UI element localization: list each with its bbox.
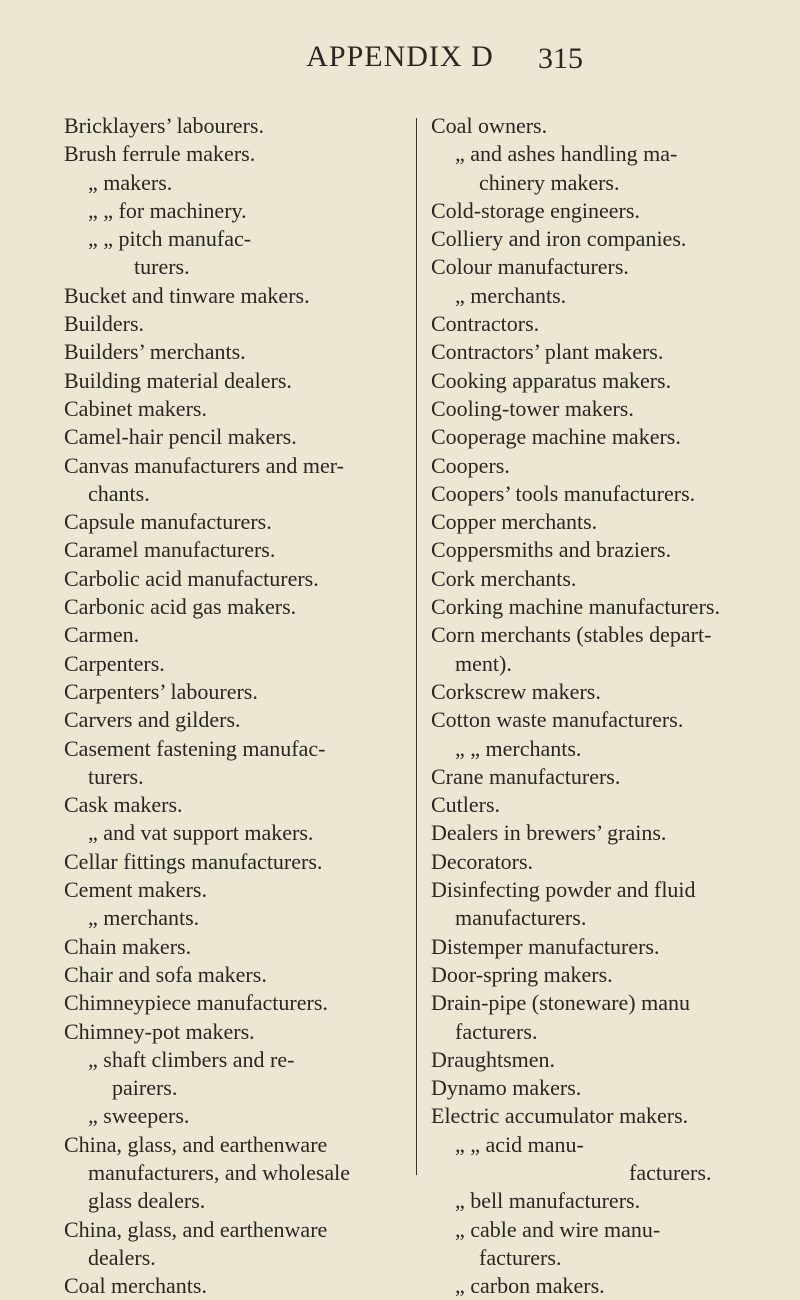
list-item: Copper merchants. <box>431 509 598 535</box>
list-item: Cutlers. <box>431 792 501 818</box>
list-item: Cask makers. <box>64 792 183 818</box>
list-item: Builders. <box>64 311 145 337</box>
page-number: 315 <box>538 42 583 75</box>
column-divider <box>416 118 417 1175</box>
list-item: Building material dealers. <box>64 367 292 393</box>
list-item: „ makers. <box>88 169 173 195</box>
list-item: Cabinet makers. <box>64 395 207 421</box>
list-item: Carvers and gilders. <box>64 707 241 733</box>
list-item: Cooling-tower makers. <box>431 395 634 421</box>
list-item: Cellar fittings manufacturers. <box>64 848 323 874</box>
list-item: Contractors’ plant makers. <box>431 339 664 365</box>
list-item: „ merchants. <box>455 282 567 308</box>
list-item: chinery makers. <box>479 169 620 195</box>
list-item: Dynamo makers. <box>431 1075 582 1101</box>
list-item: turers. <box>88 763 144 789</box>
list-item: „ and vat support makers. <box>88 820 314 846</box>
list-item: China, glass, and earthenware <box>64 1131 328 1157</box>
list-item: Chimneypiece manufacturers. <box>64 990 328 1016</box>
list-item: Builders’ merchants. <box>64 339 246 365</box>
list-item: Casement fastening manufac- <box>64 735 326 761</box>
list-item: dealers. <box>88 1244 156 1270</box>
list-item: „ „ merchants. <box>455 735 582 761</box>
list-item: China, glass, and earthenware <box>64 1216 328 1242</box>
list-item: „ bell manufacturers. <box>455 1188 641 1214</box>
list-item: Colliery and iron companies. <box>431 226 687 252</box>
list-item: Draughtsmen. <box>431 1046 556 1072</box>
list-item: „ carbon makers. <box>455 1273 605 1299</box>
list-item: Corn merchants (stables depart- <box>431 622 712 648</box>
list-item: Crane manufacturers. <box>431 763 621 789</box>
list-item: Carpenters’ labourers. <box>64 678 258 704</box>
list-item: Contractors. <box>431 311 540 337</box>
list-item: „ sweepers. <box>88 1103 190 1129</box>
list-item: Corking machine manufacturers. <box>431 594 720 620</box>
list-item: Distemper manufacturers. <box>431 933 660 959</box>
list-item: Door-spring makers. <box>431 961 613 987</box>
list-item: Decorators. <box>431 848 534 874</box>
list-item: „ cable and wire manu- <box>455 1216 661 1242</box>
list-item: Coopers. <box>431 452 510 478</box>
list-item: Coopers’ tools manufacturers. <box>431 480 696 506</box>
list-item: „ „ acid manu- <box>455 1131 584 1157</box>
list-item: Coal owners. <box>431 113 548 138</box>
list-item: „ merchants. <box>88 905 200 931</box>
list-item: Carmen. <box>64 622 140 648</box>
page-title: APPENDIX D <box>306 40 494 73</box>
list-item: Camel-hair pencil makers. <box>64 424 297 450</box>
list-item: Cooking apparatus makers. <box>431 367 672 393</box>
list-item: facturers. <box>455 1018 538 1044</box>
list-item: glass dealers. <box>88 1188 206 1214</box>
list-item: Cooperage machine makers. <box>431 424 681 450</box>
list-item: „ „ for machinery. <box>88 197 247 223</box>
list-item: chants. <box>88 480 150 506</box>
list-item: turers. <box>134 254 190 280</box>
list-item: Dealers in brewers’ grains. <box>431 820 667 846</box>
list-item: Chimney-pot makers. <box>64 1018 255 1044</box>
list-item: manufacturers, and wholesale <box>88 1159 351 1185</box>
list-item: Chair and sofa makers. <box>64 961 267 987</box>
list-item: manufacturers. <box>455 905 587 931</box>
list-item: Chain makers. <box>64 933 192 959</box>
list-item: Colour manufacturers. <box>431 254 629 280</box>
list-item: „ and ashes handling ma- <box>455 141 678 167</box>
list-item: ment). <box>455 650 512 676</box>
list-item: Corkscrew makers. <box>431 678 601 704</box>
list-item: Disinfecting powder and fluid <box>431 877 696 903</box>
list-item: Carpenters. <box>64 650 165 676</box>
list-item: Cotton waste manufacturers. <box>431 707 684 733</box>
left-column <box>64 112 404 1300</box>
list-item: Brush ferrule makers. <box>64 141 256 167</box>
list-item: Drain-pipe (stoneware) manu <box>431 990 691 1016</box>
list-item: Electric accumulator makers. <box>431 1103 689 1129</box>
list-item: facturers. <box>629 1159 712 1185</box>
right-column <box>431 112 771 1300</box>
list-item: Bricklayers’ labourers. <box>64 113 264 138</box>
list-item: Capsule manufacturers. <box>64 509 272 535</box>
list-item: Caramel manufacturers. <box>64 537 276 563</box>
list-item: Canvas manufacturers and mer- <box>64 452 344 478</box>
list-item: facturers. <box>479 1244 562 1270</box>
list-item: Coal merchants. <box>64 1273 207 1299</box>
list-item: Cork merchants. <box>431 565 577 591</box>
page-header <box>0 40 800 90</box>
list-item: pairers. <box>112 1075 178 1101</box>
list-item: Bucket and tinware makers. <box>64 282 310 308</box>
list-item: „ „ pitch manufac- <box>88 226 252 252</box>
list-item: „ shaft climbers and re- <box>88 1046 295 1072</box>
list-item: Carbonic acid gas makers. <box>64 594 297 620</box>
list-item: Carbolic acid manufacturers. <box>64 565 319 591</box>
list-item: Coppersmiths and braziers. <box>431 537 672 563</box>
list-item: Cold-storage engineers. <box>431 197 640 223</box>
list-item: Cement makers. <box>64 877 207 903</box>
